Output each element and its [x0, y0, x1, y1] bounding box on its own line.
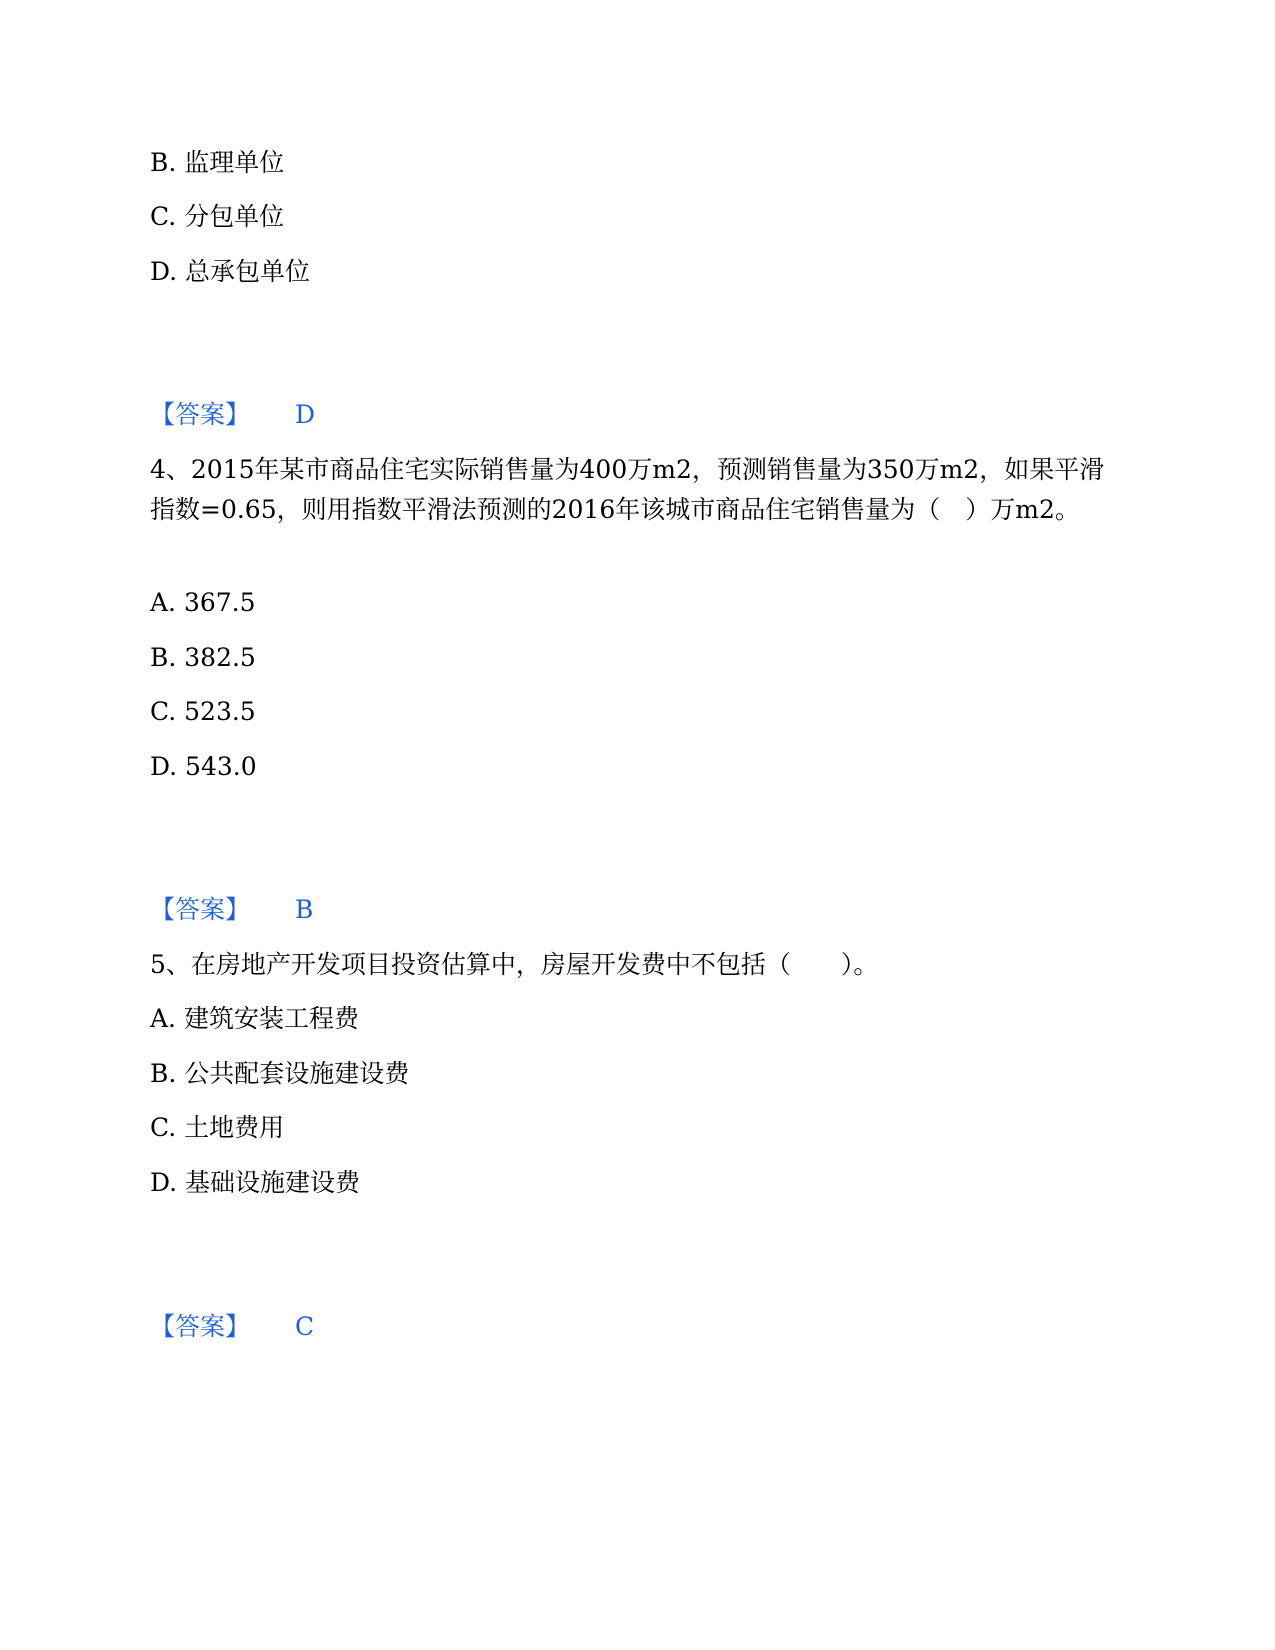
option-a-q5: A. 建筑安装工程费	[150, 1004, 359, 1033]
option-c-q5: C. 土地费用	[150, 1113, 285, 1142]
answer-label: 【答案】	[150, 400, 251, 429]
question-5-text: 5、在房地产开发项目投资估算中，房屋开发费中不包括（ ）。	[150, 950, 879, 979]
answer-value: D	[295, 400, 316, 429]
answer-row-q5	[150, 1312, 315, 1342]
answer-label: 【答案】	[150, 1312, 251, 1341]
answer-value: B	[295, 895, 314, 924]
answer-row-q3	[150, 400, 316, 430]
option-a-q4: A. 367.5	[150, 588, 256, 617]
option-c-q4: C. 523.5	[150, 697, 256, 726]
option-b-q4: B. 382.5	[150, 643, 256, 672]
option-c-q3: C. 分包单位	[150, 202, 285, 231]
answer-value: C	[295, 1312, 315, 1341]
answer-row-q4	[150, 895, 314, 925]
answer-label: 【答案】	[150, 895, 251, 924]
question-4-text: 4、2015年某市商品住宅实际销售量为400万m2，预测销售量为350万m2，如果平滑指数=0.65，则用指数平滑法预测的2016年该城市商品住宅销售量为（ ）万m2。	[150, 455, 1105, 524]
option-b-q5: B. 公共配套设施建设费	[150, 1059, 410, 1088]
option-d-q5: D. 基础设施建设费	[150, 1168, 361, 1197]
option-d-q3: D. 总承包单位	[150, 257, 311, 286]
option-d-q4: D. 543.0	[150, 752, 257, 781]
option-b-q3: B. 监理单位	[150, 148, 285, 177]
